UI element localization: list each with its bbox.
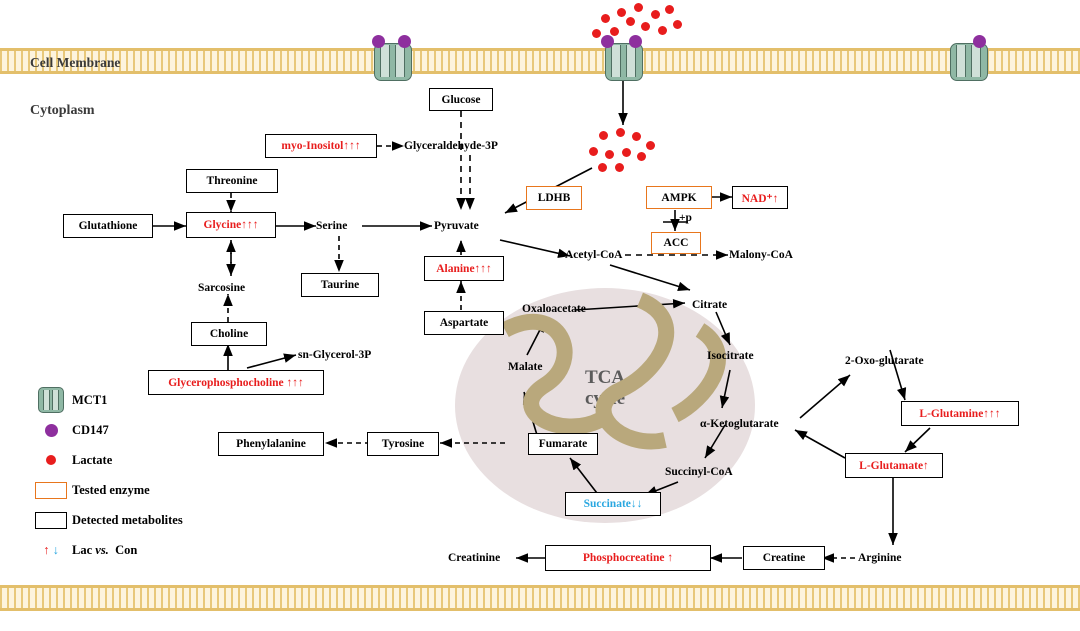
legend-label-lactate: Lactate (72, 452, 113, 467)
node-l-glutamine[interactable]: L-Glutamine↑↑↑ (901, 401, 1019, 426)
legend-label-tested-enzyme: Tested enzyme (72, 482, 150, 497)
node-arginine: Arginine (858, 552, 902, 564)
cell-membrane-bottom (0, 585, 1080, 611)
node-sn-glycerol-3p: sn-Glycerol-3P (298, 349, 372, 361)
node-serine: Serine (316, 220, 348, 232)
node-ldhb-enzyme[interactable]: LDHB (526, 186, 582, 210)
node-fumarate[interactable]: Fumarate (528, 433, 598, 455)
node-succinyl-coa: Succinyl-CoA (665, 466, 733, 478)
node-malony-coa: Malony-CoA (729, 249, 793, 261)
lactate-dot (605, 150, 614, 159)
lactate-dot (599, 131, 608, 140)
up-down-arrow-icon: ↑ ↓ (43, 542, 59, 557)
node-aspartate[interactable]: Aspartate (424, 311, 504, 335)
node-citrate: Citrate (692, 299, 728, 311)
lactate-dot (589, 147, 598, 156)
node-glycerophosphocholine[interactable]: Glycerophosphocholine ↑↑↑ (148, 370, 324, 395)
lactate-dot (601, 14, 610, 23)
lactate-dot (616, 128, 625, 137)
lactate-dot (637, 152, 646, 161)
lactate-dot (658, 26, 667, 35)
node-phenylalanine[interactable]: Phenylalanine (218, 432, 324, 456)
phosphorylation-label: +p (679, 212, 692, 224)
legend-item-tested-enzyme (30, 475, 240, 505)
node-glyceraldehyde-3p: Glyceraldehyde-3P (404, 140, 498, 152)
node-succinate[interactable] (565, 492, 661, 516)
orange-box-icon (30, 482, 72, 499)
legend-label-comparison: Lac vs. Con (72, 542, 138, 557)
node-choline[interactable]: Choline (191, 322, 267, 346)
node-ampk-enzyme[interactable]: AMPK (646, 186, 712, 209)
lactate-dot (651, 10, 660, 19)
cd147-center-b (629, 35, 642, 48)
node-creatinine: Creatinine (448, 552, 501, 564)
node-sarcosine: Sarcosine (198, 282, 246, 294)
node-tyrosine[interactable]: Tyrosine (367, 432, 439, 456)
node-alanine[interactable]: Alanine↑↑↑ (424, 256, 504, 281)
node-acc-enzyme[interactable]: ACC (651, 232, 701, 254)
cell-membrane-label: Cell Membrane (30, 55, 121, 70)
lactate-dot (632, 132, 641, 141)
node-malate: Malate (508, 361, 543, 373)
lactate-dot (673, 20, 682, 29)
node-glucose[interactable]: Glucose (429, 88, 493, 111)
lactate-dot-icon (30, 455, 72, 465)
legend-label-mct1: MCT1 (72, 392, 108, 407)
cd147-left-a (372, 35, 385, 48)
lactate-dot (598, 163, 607, 172)
node-l-glutamate[interactable]: L-Glutamate↑ (845, 453, 943, 478)
node-glutathione[interactable]: Glutathione (63, 214, 153, 238)
node-myo-inositol[interactable]: myo-Inositol↑↑↑ (265, 134, 377, 158)
node-2-oxo-glutarate: 2-Oxo-glutarate (845, 355, 924, 367)
legend-item-mct1 (30, 385, 240, 415)
mct1-transporter-icon (30, 387, 72, 413)
lactate-dot (665, 5, 674, 14)
node-taurine[interactable]: Taurine (301, 273, 379, 297)
cd147-left-b (398, 35, 411, 48)
node-pyruvate: Pyruvate (434, 220, 479, 232)
legend-label-cd147: CD147 (72, 422, 109, 437)
lactate-dot (622, 148, 631, 157)
legend-item-detected-metabolites (30, 505, 240, 535)
legend-item-comparison (30, 535, 240, 565)
node-alpha-ketoglutarate: α-Ketoglutarate (700, 418, 779, 430)
lactate-dot (626, 17, 635, 26)
node-succinate-label: Succinate↓↓ (583, 498, 643, 510)
node-nad[interactable]: NAD⁺↑ (732, 186, 788, 209)
lactate-dot (641, 22, 650, 31)
cell-membrane-top (0, 48, 1080, 74)
cytoplasm-label: Cytoplasm (30, 103, 95, 118)
cd147-center-a (601, 35, 614, 48)
legend (30, 385, 240, 565)
node-threonine[interactable]: Threonine (186, 169, 278, 193)
node-glycine[interactable]: Glycine↑↑↑ (186, 212, 276, 238)
node-isocitrate: Isocitrate (707, 350, 754, 362)
node-acetyl-coa: Acetyl-CoA (565, 249, 623, 261)
node-oxaloacetate: Oxaloacetate (522, 303, 586, 315)
black-box-icon (30, 512, 72, 529)
lactate-dot (615, 163, 624, 172)
lactate-dot (634, 3, 643, 12)
lactate-dot (646, 141, 655, 150)
lactate-dot (617, 8, 626, 17)
legend-item-lactate (30, 445, 240, 475)
cd147-right (973, 35, 986, 48)
lactate-dot (610, 27, 619, 36)
node-creatine[interactable]: Creatine (743, 546, 825, 570)
legend-label-detected-metabolites: Detected metabolites (72, 512, 183, 527)
lactate-dot (592, 29, 601, 38)
tca-cycle-title: TCA cycle (584, 367, 626, 409)
cd147-dot-icon (30, 424, 72, 437)
legend-item-cd147 (30, 415, 240, 445)
node-phosphocreatine[interactable]: Phosphocreatine ↑ (545, 545, 711, 571)
